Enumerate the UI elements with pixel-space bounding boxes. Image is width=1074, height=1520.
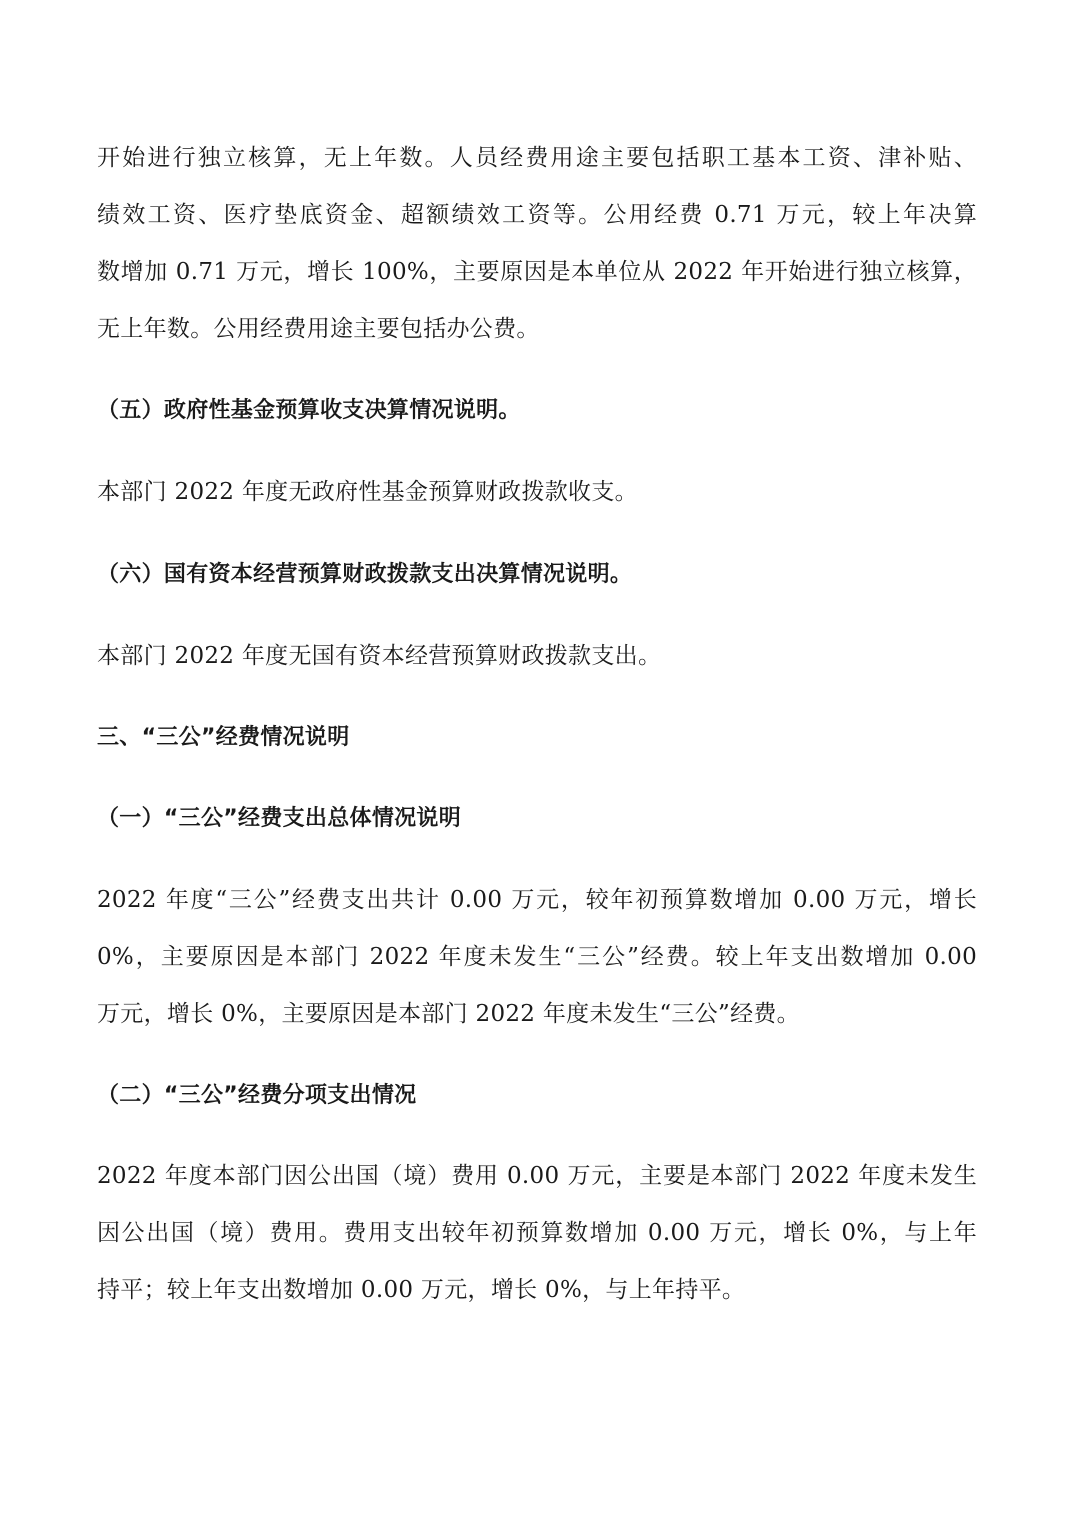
subsection-heading: （二）“三公”经费分项支出情况 <box>97 1083 417 1108</box>
paragraph-line: 绩效工资、医疗垫底资金、超额绩效工资等。公用经费 0.71 万元，较上年决算 <box>97 202 977 228</box>
paragraph-line: 无上年数。公用经费用途主要包括办公费。 <box>97 316 540 342</box>
paragraph-line: 0%，主要原因是本部门 2022 年度未发生“三公”经费。较上年支出数增加 0.00 <box>97 944 977 970</box>
paragraph-line: 开始进行独立核算，无上年数。人员经费用途主要包括职工基本工资、津补贴、 <box>97 145 977 171</box>
section-heading: （五）政府性基金预算收支决算情况说明。 <box>97 398 521 423</box>
subsection-heading: （一）“三公”经费支出总体情况说明 <box>97 806 462 831</box>
paragraph-line: 本部门 2022 年度无政府性基金预算财政拨款收支。 <box>97 479 638 505</box>
paragraph-line: 本部门 2022 年度无国有资本经营预算财政拨款支出。 <box>97 643 662 669</box>
section-heading: （六）国有资本经营预算财政拨款支出决算情况说明。 <box>97 562 633 587</box>
paragraph-line: 2022 年度本部门因公出国（境）费用 0.00 万元，主要是本部门 2022 年度未发生 <box>97 1163 977 1189</box>
paragraph-line: 持平；较上年支出数增加 0.00 万元，增长 0%，与上年持平。 <box>97 1277 746 1303</box>
paragraph-line: 因公出国（境）费用。费用支出较年初预算数增加 0.00 万元，增长 0%，与上年 <box>97 1220 977 1246</box>
section-heading: 三、“三公”经费情况说明 <box>97 725 350 750</box>
paragraph-line: 2022 年度“三公”经费支出共计 0.00 万元，较年初预算数增加 0.00 万元，增长 <box>97 887 977 913</box>
paragraph-line: 万元，增长 0%，主要原因是本部门 2022 年度未发生“三公”经费。 <box>97 1001 800 1027</box>
paragraph-line: 数增加 0.71 万元，增长 100%，主要原因是本单位从 2022 年开始进行独立核算， <box>97 259 977 285</box>
